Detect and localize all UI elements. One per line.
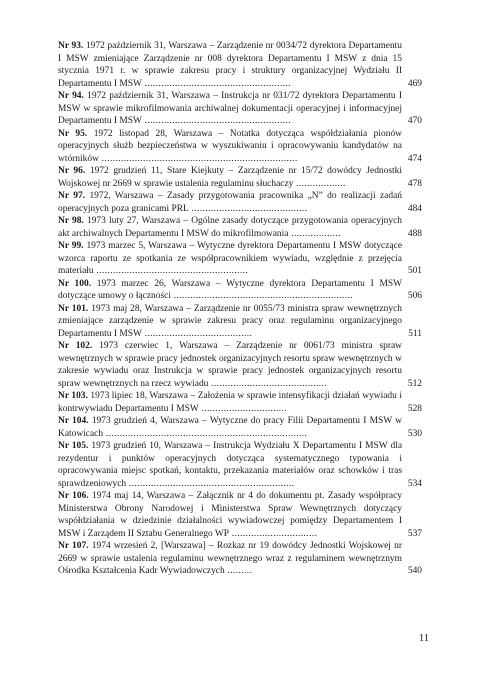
- entry-leader: .......................................................: [93, 266, 249, 276]
- entry-leader: ............................................................: [126, 478, 295, 489]
- entry-title: 1973 lipiec 18, Warszawa – Założenia w sprawie intensyfikacji działań wywiadu i kontrwywiadu Departamentu I MSW: [58, 391, 403, 414]
- entry-page: 478: [400, 178, 422, 191]
- entry-page: 470: [400, 115, 422, 128]
- entry-leader: .........: [224, 566, 253, 576]
- entry-title: 1973 marzec 26, Warszawa – Wytyczne dyrektora Departamentu I MSW dotyczące umowy o łączności: [58, 278, 402, 301]
- entry-leader: .......................................: [141, 328, 253, 339]
- entry-title: 1974 maj 14, Warszawa – Załącznik nr 4 do dokumentu pt. Zasady współpracy Ministerstwa Obrony Narodowej i Ministerstwa Spraw Wewnętrznych dotyczący współdziałania w dziedzinie działalności wywiadowczej pomiędzy Departamentem I MSW i Zarządem II Sztabu Generalnego WP: [58, 491, 402, 539]
- entry-page: 534: [400, 478, 422, 491]
- entry-title: 1972 październik 31, Warszawa – Instrukcja nr 031/72 dyrektora Departamentu I MSW w sprawie mikrofilmowania archiwalnej dokumentacji operacyjnej i informacyjnej Departamentu I MSW: [58, 91, 402, 126]
- toc-entry: [58, 215, 422, 240]
- entry-title: 1973 luty 27, Warszawa – Ogólne zasady dotyczące przygotowania operacyjnych akt archiwalnych Departamentu I MSW do mikrofilmowania: [58, 216, 402, 239]
- entry-number: Nr 94.: [58, 91, 84, 101]
- entry-number: Nr 102.: [58, 341, 93, 351]
- entry-leader: ..........................................: [208, 378, 328, 389]
- entry-number: Nr 98.: [58, 216, 84, 226]
- entry-number: Nr 107.: [58, 541, 89, 551]
- entry-title: 1973 grudzień 10, Warszawa – Instrukcja Wydziału X Departamentu I MSW dla rezydentur i punktów operacyjnych dotycząca systematycznego typowania i opracowywania miejsc spotkań, kontaktu, przekazania materiałów oraz schowków i tras sprawdzeniowych: [58, 441, 403, 489]
- entry-number: Nr 104.: [58, 416, 89, 426]
- entry-leader: ..................: [288, 228, 341, 239]
- table-of-contents: [58, 40, 422, 578]
- entry-title: 1973 grudzień 4, Warszawa – Wytyczne do pracy Filii Departamentu I MSW w Katowicach: [58, 416, 402, 439]
- entry-leader: .................................................................: [170, 291, 354, 301]
- entry-title: 1973 marzec 5, Warszawa – Wytyczne dyrektora Departamentu I MSW dotyczące wzorca raportu ze spotkania ze współpracownikiem wywiadu, względnie z przejęcia materiału: [58, 241, 403, 276]
- entry-page: 474: [400, 153, 422, 166]
- entry-page: 540: [400, 565, 422, 578]
- toc-entry: [58, 540, 422, 578]
- entry-leader: ...............................: [198, 403, 288, 414]
- entry-leader: ..................: [293, 178, 346, 189]
- entry-page: 484: [400, 203, 422, 216]
- entry-page: 537: [400, 528, 422, 541]
- entry-number: Nr 101.: [58, 303, 89, 314]
- entry-page: 511: [400, 328, 422, 341]
- toc-entry: [58, 415, 422, 440]
- entry-leader: ...............................: [229, 528, 318, 539]
- toc-entry: [58, 190, 422, 215]
- entry-number: Nr 95.: [58, 128, 88, 139]
- toc-entry: [58, 340, 422, 390]
- entry-number: Nr 106.: [58, 491, 89, 501]
- entry-title: 1974 wrzesień 2, [Warszawa] – Rozkaz nr 19 dowódcy Jednostki Wojskowej nr 2669 w sprawie ustalenia regulaminu wewnętrznego wraz z regulaminem wewnętrznym Ośrodka Kształcenia Kadr Wywiadowczych: [58, 541, 402, 576]
- entry-page: 528: [400, 403, 422, 416]
- toc-entry: [58, 278, 422, 303]
- entry-title: 1972 grudzień 11, Stare Kiejkuty – Zarządzenie nr 15/72 dowódcy Jednostki Wojskowej nr 2669 w sprawie ustalenia regulaminu słuchaczy: [58, 166, 403, 189]
- entry-number: Nr 103.: [58, 391, 88, 401]
- entry-page: 506: [400, 290, 422, 303]
- entry-number: Nr 105.: [58, 441, 89, 451]
- entry-number: Nr 97.: [58, 191, 86, 201]
- toc-entry: [58, 240, 422, 278]
- toc-entry: [58, 40, 422, 90]
- entry-title: 1972 październik 31, Warszawa – Zarządzenie nr 0034/72 dyrektora Departamentu I MSW zmieniające Zarządzenie nr 008 dyrektora Departamentu I MSW z dnia 15 stycznia 1971 r. w sprawie zakresu pracy i struktury organizacyjnej Wydziału II Departamentu I MSW: [58, 41, 403, 89]
- entry-page: 469: [400, 78, 422, 91]
- toc-entry: [58, 303, 422, 341]
- entry-leader: .........................................................................: [103, 428, 308, 439]
- entry-number: Nr 96.: [58, 166, 86, 176]
- toc-entry: [58, 165, 422, 190]
- entry-page: 501: [400, 265, 422, 278]
- toc-entry: [58, 90, 422, 128]
- entry-page: 530: [400, 428, 422, 441]
- entry-number: Nr 93.: [58, 41, 84, 51]
- entry-leader: ..........................................: [188, 203, 308, 214]
- toc-entry: [58, 440, 422, 490]
- entry-leader: .....................................................: [141, 116, 291, 126]
- entry-title: 1973 maj 28, Warszawa – Zarządzenie nr 0055/73 ministra spraw wewnętrznych zmieniające zarządzenie w sprawie zakresu pracy oraz regulaminu organizacyjnego Departamentu I MSW: [58, 303, 402, 339]
- page-number: 11: [418, 633, 429, 644]
- entry-title: 1972, Warszawa – Zasady przygotowania pracownika „N” do realizacji zadań operacyjnych poza granicami PRL: [58, 191, 402, 214]
- toc-entry: [58, 128, 422, 166]
- entry-leader: .......................................................................: [98, 153, 298, 164]
- entry-title: 1972 listopad 28, Warszawa – Notatka dotycząca współdziałania pionów operacyjnych służb bezpieczeństwa w wyszukiwaniu i opracowywaniu kandydatów na wtórników: [58, 128, 402, 164]
- toc-entry: [58, 390, 422, 415]
- toc-entry: [58, 490, 422, 540]
- entry-page: 512: [400, 378, 422, 391]
- entry-page: 488: [400, 228, 422, 241]
- entry-title: 1973 czerwiec 1, Warszawa – Zarządzenie nr 0061/73 ministra spraw wewnętrznych w sprawie pracy jednostek organizacyjnych resortu spraw wewnętrznych w zakresie wywiadu oraz Instrukcja w sprawie pracy jednostek organizacyjnych resortu spraw wewnętrznych na rzecz wywiadu: [58, 341, 402, 389]
- entry-leader: .....................................................: [141, 78, 291, 89]
- entry-number: Nr 99.: [58, 241, 84, 251]
- entry-number: Nr 100.: [58, 278, 92, 289]
